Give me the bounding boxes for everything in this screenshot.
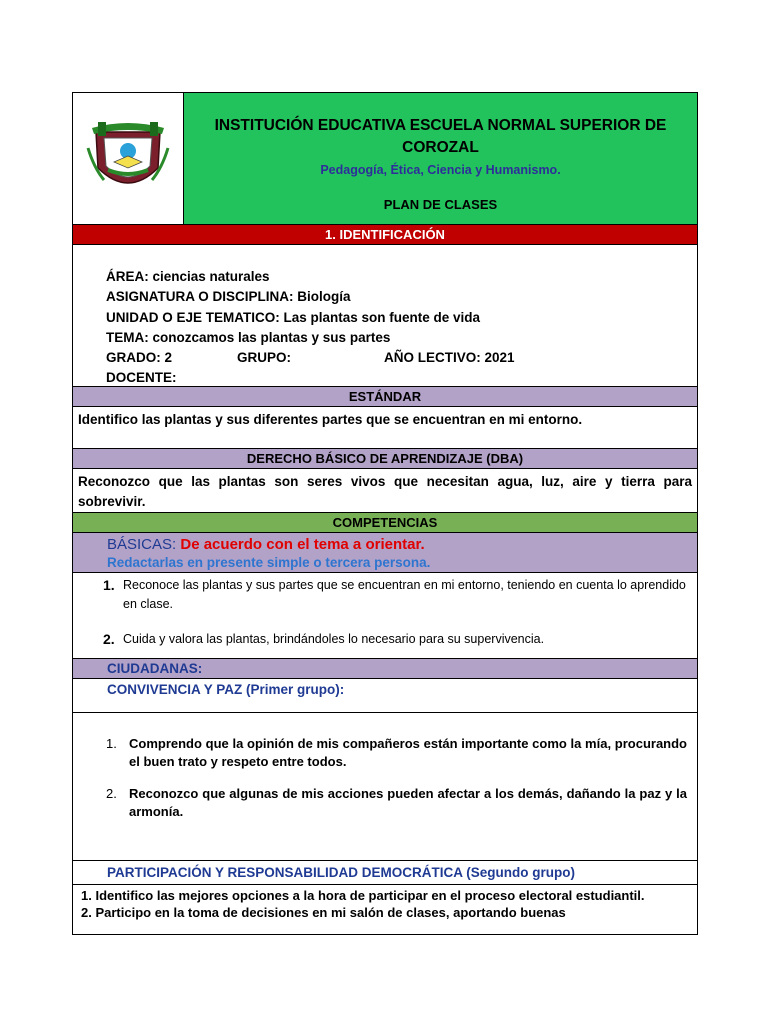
basicas-label: BÁSICAS:: [107, 536, 177, 553]
asignatura-field: ASIGNATURA O DISCIPLINA: Biología: [106, 289, 351, 305]
list-item: [106, 735, 687, 771]
grupo-field: GRUPO:: [237, 350, 291, 366]
school-crest-icon: [73, 93, 184, 224]
basicas-band: [72, 533, 698, 573]
estandar-heading: ESTÁNDAR: [72, 387, 698, 407]
dba-heading: DERECHO BÁSICO DE APRENDIZAJE (DBA): [72, 449, 698, 469]
institution-name: INSTITUCIÓN EDUCATIVA ESCUELA NORMAL SUPERIOR DE COROZAL: [214, 117, 667, 156]
basicas-hint: Redactarlas en presente simple o tercera persona.: [107, 555, 431, 570]
unidad-field: UNIDAD O EJE TEMATICO: Las plantas son fuente de vida: [106, 309, 481, 325]
grado-grupo-anio-row: [106, 348, 697, 368]
dba-text: Reconozco que las plantas son seres vivos que necesitan agua, luz, aire y tierra para sobrevivir.: [72, 469, 698, 513]
list-item: 2. Participo en la toma de decisiones en mi salón de clases, aportando buenas: [81, 905, 566, 920]
list-item-text: Reconoce las plantas y sus partes que se encuentran en mi entorno, teniendo en cuenta lo aprendido en clase.: [123, 578, 686, 611]
grado-field: GRADO: 2: [106, 350, 173, 366]
convivencia-list: [72, 713, 698, 861]
basicas-note: De acuerdo con el tema a orientar.: [180, 536, 425, 553]
docente-field: DOCENTE:: [106, 370, 177, 386]
basicas-list: [72, 573, 698, 659]
identificacion-heading: 1. IDENTIFICACIÓN: [72, 225, 698, 245]
ciudadanas-heading: CIUDADANAS:: [72, 659, 698, 679]
participacion-heading: PARTICIPACIÓN Y RESPONSABILIDAD DEMOCRÁTICA (Segundo grupo): [72, 861, 698, 885]
plan-title: PLAN DE CLASES: [383, 197, 498, 212]
competencias-heading: COMPETENCIAS: [72, 513, 698, 533]
header-title-cell: [184, 93, 697, 224]
anio-field: AÑO LECTIVO: 2021: [384, 350, 515, 366]
basicas-title: [107, 535, 697, 554]
list-item-text: Reconozco que algunas de mis acciones pueden afectar a los demás, dañando la paz y la armonía.: [129, 786, 687, 819]
document-header: [72, 92, 698, 225]
list-item: [103, 576, 687, 614]
list-item: [103, 630, 687, 649]
list-item: [106, 785, 687, 821]
tema-field: TEMA: conozcamos las plantas y sus partes: [106, 329, 391, 345]
list-item-text: Cuida y valora las plantas, brindándoles lo necesario para su supervivencia.: [123, 632, 545, 646]
list-item-number: 2.: [103, 631, 115, 647]
identificacion-section: [72, 245, 698, 387]
lesson-plan-document: [72, 92, 698, 935]
list-item-number: 2.: [106, 786, 117, 801]
convivencia-heading: CONVIVENCIA Y PAZ (Primer grupo):: [72, 679, 698, 713]
list-item-text: Comprendo que la opinión de mis compañeros están importante como la mía, procurando el buen trato y respeto entre todos.: [129, 736, 687, 769]
estandar-text: Identifico las plantas y sus diferentes partes que se encuentran en mi entorno.: [72, 407, 698, 449]
participacion-list: [72, 885, 698, 935]
area-field: ÁREA: ciencias naturales: [106, 269, 270, 284]
institution-motto: Pedagogía, Ética, Ciencia y Humanismo.: [320, 163, 561, 177]
list-item-number: 1.: [106, 736, 117, 751]
list-item-number: 1.: [103, 577, 115, 593]
list-item: 1. Identifico las mejores opciones a la hora de participar en el proceso electoral estudiantil.: [81, 888, 645, 903]
